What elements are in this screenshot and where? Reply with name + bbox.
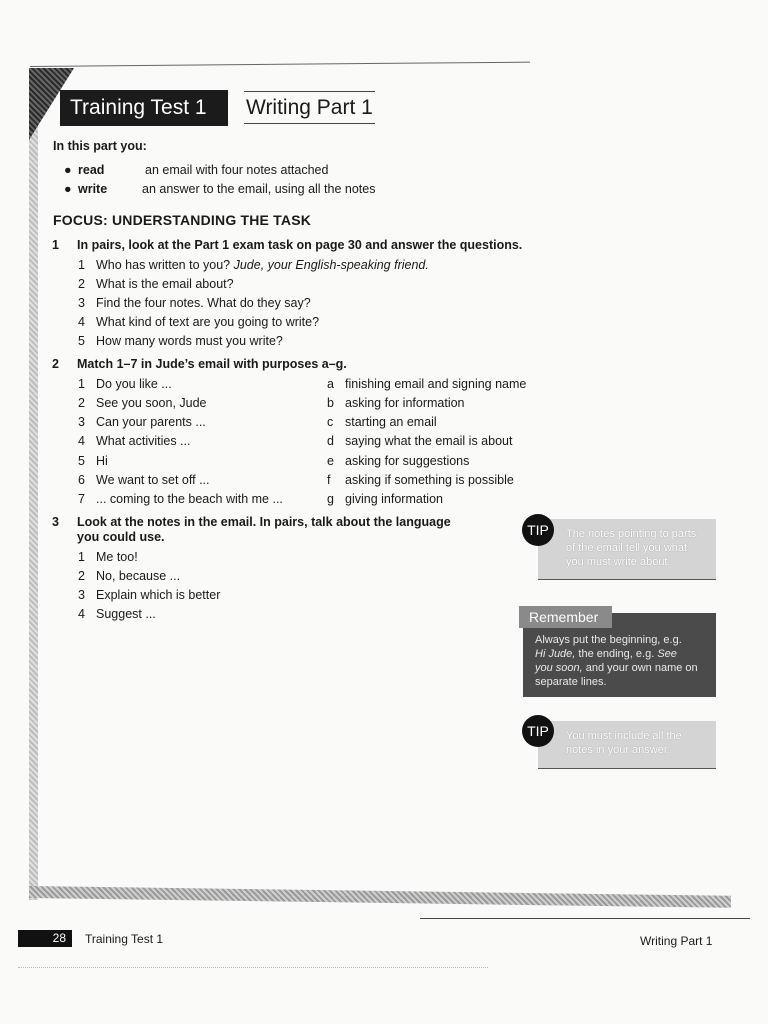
bullet-verb: read bbox=[78, 163, 105, 177]
page-number: 28 bbox=[18, 930, 72, 947]
match-left-item: 7 ... coming to the beach with me ... bbox=[78, 492, 283, 506]
tip-box: The notes pointing to parts of the email tell you what you must write about. bbox=[538, 519, 716, 580]
bullet-dot-icon: ● bbox=[64, 163, 72, 177]
footer-test-title: Training Test 1 bbox=[85, 932, 164, 946]
tip-box: You must include all the notes in your answer. bbox=[538, 721, 716, 769]
match-right-item: d saying what the email is about bbox=[327, 434, 513, 448]
match-right-item: e asking for suggestions bbox=[327, 454, 470, 468]
match-left-item: 4 What activities ... bbox=[78, 434, 191, 448]
footer-dotted-line bbox=[18, 967, 488, 968]
question-number: 1 bbox=[52, 238, 59, 252]
bottom-border-bar bbox=[29, 886, 731, 908]
match-right-item: c starting an email bbox=[327, 415, 437, 429]
match-left-item: 5 Hi bbox=[78, 454, 108, 468]
list-item: 5 How many words must you write? bbox=[78, 334, 283, 348]
remember-label: Remember bbox=[519, 606, 612, 628]
list-item: 4 What kind of text are you going to write? bbox=[78, 315, 320, 329]
tip-badge-icon: TIP bbox=[522, 715, 554, 747]
focus-heading: FOCUS: UNDERSTANDING THE TASK bbox=[53, 212, 312, 228]
intro-label: In this part you: bbox=[53, 139, 147, 153]
left-border-bar bbox=[29, 68, 38, 900]
bullet-desc: an answer to the email, using all the notes bbox=[142, 182, 376, 196]
top-rule bbox=[30, 62, 530, 67]
list-item: 3 Explain which is better bbox=[78, 588, 221, 602]
footer-rule bbox=[420, 918, 750, 919]
question-number: 2 bbox=[52, 357, 59, 371]
question-text-line2: you could use. bbox=[77, 530, 165, 544]
match-right-item: f asking if something is possible bbox=[327, 473, 514, 487]
match-right-item: b asking for information bbox=[327, 396, 465, 410]
bullet-verb: write bbox=[78, 182, 108, 196]
question-text-line1: Look at the notes in the email. In pairs, talk about the language bbox=[77, 515, 451, 529]
footer-part-title: Writing Part 1 bbox=[640, 934, 713, 948]
match-left-item: 1 Do you like ... bbox=[78, 377, 172, 391]
question-text: Match 1–7 in Jude’s email with purposes a–g. bbox=[77, 357, 347, 371]
match-left-item: 3 Can your parents ... bbox=[78, 415, 206, 429]
list-item: 1 Me too! bbox=[78, 550, 138, 564]
list-item: 2 No, because ... bbox=[78, 569, 181, 583]
tip-badge-icon: TIP bbox=[522, 514, 554, 546]
intro-bullet-write bbox=[64, 182, 376, 196]
list-item: 3 Find the four notes. What do they say? bbox=[78, 296, 311, 310]
question-number: 3 bbox=[52, 515, 59, 529]
part-title: Writing Part 1 bbox=[244, 91, 375, 124]
match-left-item: 6 We want to set off ... bbox=[78, 473, 210, 487]
match-right-item: g giving information bbox=[327, 492, 443, 506]
list-item: 1 Who has written to you? Jude, your English-speaking friend. bbox=[78, 258, 429, 272]
remember-box: Always put the beginning, e.g. Hi Jude, the ending, e.g. See you soon, and your own name on separate lines. bbox=[523, 613, 716, 697]
list-item: 4 Suggest ... bbox=[78, 607, 156, 621]
intro-bullet-read bbox=[64, 163, 329, 177]
question-text: In pairs, look at the Part 1 exam task on page 30 and answer the questions. bbox=[77, 238, 523, 252]
match-left-item: 2 See you soon, Jude bbox=[78, 396, 207, 410]
example-answer: Jude, your English-speaking friend. bbox=[233, 258, 429, 272]
list-item: 2 What is the email about? bbox=[78, 277, 234, 291]
match-right-item: a finishing email and signing name bbox=[327, 377, 527, 391]
test-title: Training Test 1 bbox=[60, 90, 228, 126]
bullet-dot-icon: ● bbox=[64, 182, 72, 196]
bullet-desc: an email with four notes attached bbox=[145, 163, 329, 177]
